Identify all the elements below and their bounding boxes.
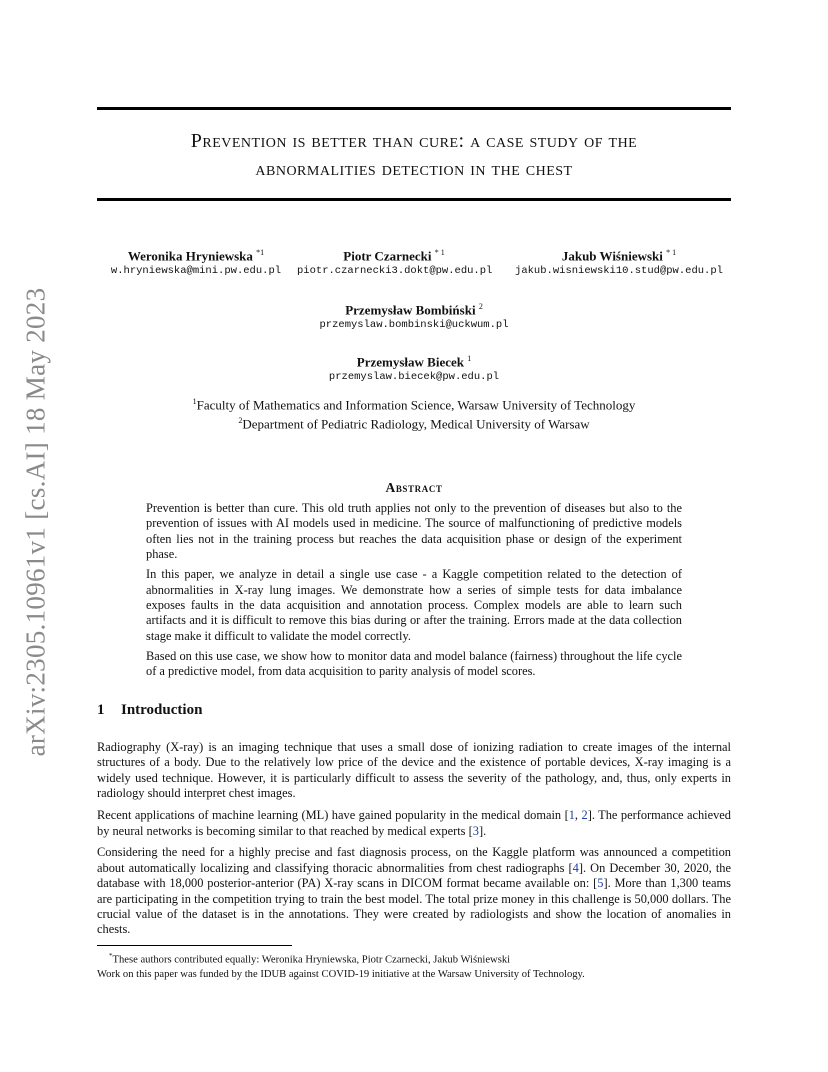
author-mark: 1 [467,354,472,363]
text-run: ]. On December 30, 2020, the database with 18,000 posterior-anterior (PA) X-ray scans in DICOM format became available on: [ [97,860,731,891]
introduction-body [97,740,731,944]
affiliation-mark: 1 [192,397,197,406]
author-name: Weronika Hryniewska [127,248,253,264]
section-title: Introduction [121,702,203,718]
text-run: Considering the need for a highly precise and fast diagnosis process, on the Kaggle platform was announced a competition about automatically localizing and classifying thoracic abnormalities from chest radiographs [ [97,845,731,875]
abstract-heading: Abstract [385,480,443,495]
text-run: ]. More than 1,300 teams are participating in the competition trying to train the best model. The total prize money in this challenge is 50,000 dollars. The crucial value of the dataset is in the annotations. They were created by radiologists and show the location of anomalies in chests. [97,876,731,937]
text-run: , [574,808,582,823]
author-email[interactable]: jakub.wisniewski10.stud@pw.edu.pl [515,265,723,278]
author-name: Jakub Wiśniewski [561,248,663,264]
footnote-rule [97,945,292,946]
author-email[interactable]: piotr.czarnecki3.dokt@pw.edu.pl [297,265,493,278]
author-mark: * 1 [666,248,677,257]
title-rule-top [97,107,731,110]
title-rule-bottom [97,198,731,201]
author-mark: 2 [478,302,483,311]
abstract-paragraph: Prevention is better than cure. This old truth applies not only to the prevention of diseases but also to the prevention of issues with AI models used in medicine. The source of malfunctioning of predictive models often lies not in the training process but reaches the data acquisition phase or design of the experiment phase. [146,501,682,562]
footnote-mark: * [109,952,113,960]
citation-link[interactable]: 2 [581,808,588,823]
affiliation-mark: 2 [238,416,243,426]
text-run: Recent applications of machine learning (ML) have gained popularity in the medical domain [ [97,808,569,823]
intro-paragraph-2 [97,808,731,839]
abstract-paragraph: Based on this use case, we show how to monitor data and model balance (fairness) throughout the life cycle of a predictive model, from data acquisition to parity analysis of model scores. [146,648,682,679]
text-run: ]. [478,823,487,838]
paper-title [97,127,731,183]
affiliation-1 [97,394,731,413]
author-1 [97,244,295,279]
footnote-funding: Work on this paper was funded by the IDUB against COVID-19 initiative at the Warsaw University of Technology. [97,968,585,980]
affiliation-text: Faculty of Mathematics and Information Science, Warsaw University of Technology [196,397,636,413]
section-heading [97,702,202,719]
author-name: Piotr Czarnecki [343,248,432,264]
author-mark: * 1 [434,248,445,257]
abstract [146,501,682,684]
footnote-text: These authors contributed equally: Weronika Hryniewska, Piotr Czarnecki, Jakub Wiśniewski [112,954,511,966]
arxiv-id[interactable]: arXiv:2305.10961v1 [cs.AI] 18 May 2023 [20,287,51,757]
author-mark: *1 [256,248,265,257]
section-number: 1 [97,702,105,718]
author-email[interactable]: przemyslaw.biecek@pw.edu.pl [328,371,500,384]
affiliation-text: Department of Pediatric Radiology, Medical University of Warsaw [242,416,590,432]
author-name: Przemysław Bombiński [345,302,476,318]
author-name: Przemysław Biecek [356,354,464,370]
footnote-equal-contribution [97,949,731,968]
affiliation-2 [97,413,731,432]
author-5 [97,350,731,385]
citation-link[interactable]: 3 [472,823,479,838]
author-2 [297,244,491,279]
author-4 [97,298,731,333]
abstract-paragraph: In this paper, we analyze in detail a single use case - a Kaggle competition related to the detection of abnormalities in X-ray lung images. We demonstrate how a series of simple tests for data imbalance exposes faults in the data acquisition and annotation process. Complex models are able to learn such artifacts and it is difficult to remove this bias during or after the training. Errors made at the data collection stage make it difficult to validate the model correctly. [146,567,682,643]
author-email[interactable]: przemyslaw.bombinski@uckwum.pl [319,319,509,332]
citation-link[interactable]: 5 [597,876,604,891]
affiliations [97,394,731,433]
title-line-2: abnormalities detection in the chest [255,158,573,180]
intro-paragraph-1: Radiography (X-ray) is an imaging technique that uses a small dose of ionizing radiation to create images of the internal structures of a body. Due to the relatively low price of the device and the existence of portable devices, X-ray imaging is a widely used technique. However, it is particularly difficult to assess the severity of the pathology, and, thus, only experts in radiology should interpret chest images. [97,740,731,801]
text-run: ]. The performance achieved by neural networks is becoming similar to that reached by medical experts [ [97,808,731,838]
intro-paragraph-3 [97,845,731,937]
author-3 [507,244,731,279]
citation-link[interactable]: 4 [572,860,579,875]
author-email[interactable]: w.hryniewska@mini.pw.edu.pl [110,265,282,278]
footnotes [97,949,731,982]
citation-link[interactable]: 1 [568,808,575,823]
title-line-1: Prevention is better than cure: a case study of the [190,130,638,152]
